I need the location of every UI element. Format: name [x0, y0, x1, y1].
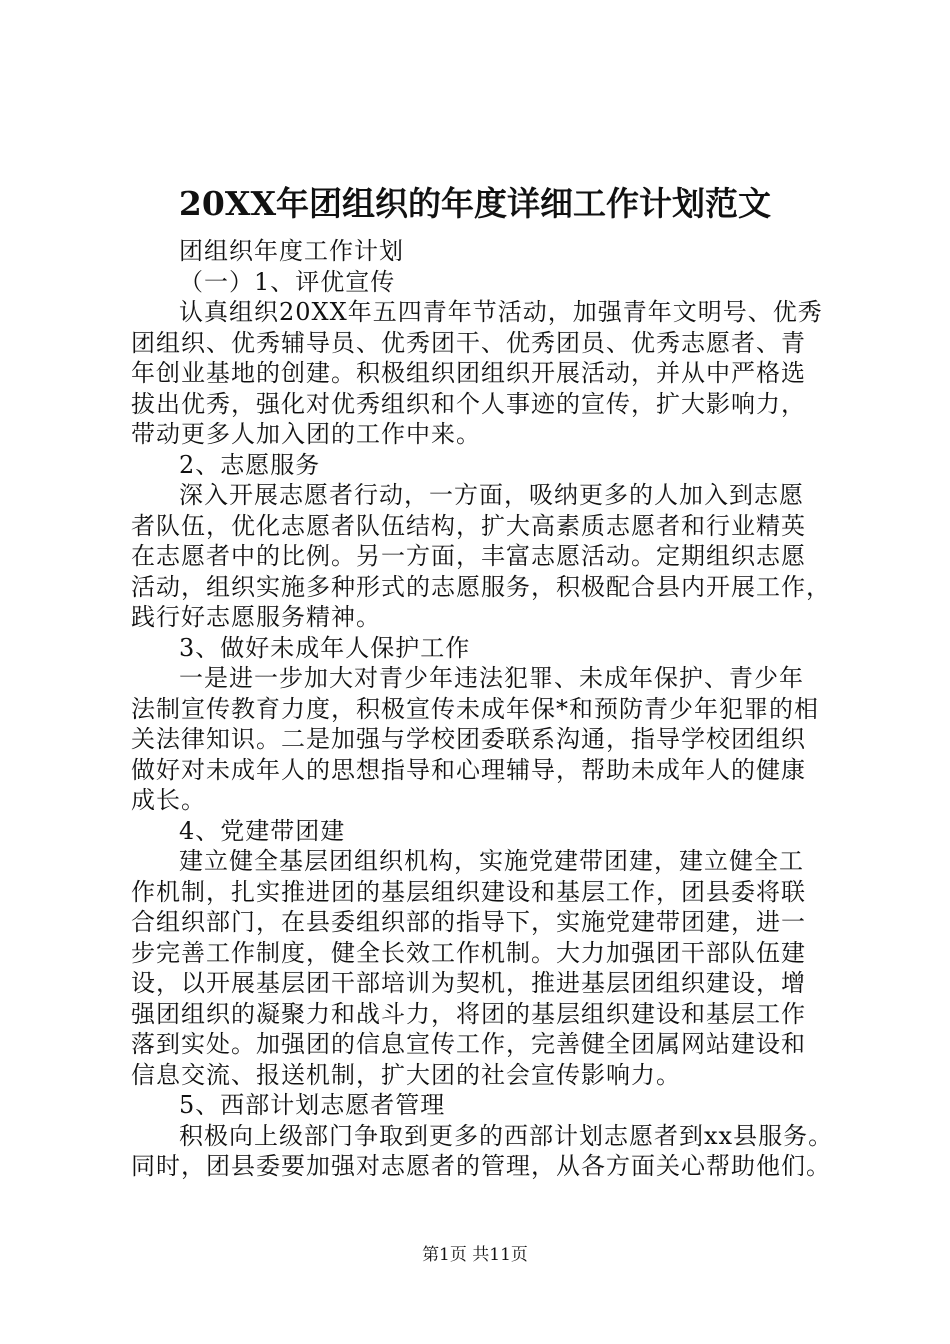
body-line: 认真组织20XX年五四青年节活动，加强青年文明号、优秀: [179, 298, 823, 326]
body-line: 团组织、优秀辅导员、优秀团干、优秀团员、优秀志愿者、青: [131, 328, 806, 357]
body-line: 深入开展志愿者行动，一方面，吸纳更多的人加入到志愿: [179, 481, 804, 509]
body-line: 合组织部门，在县委组织部的指导下，实施党建带团建，进一: [131, 908, 806, 936]
body-line: 积极向上级部门争取到更多的西部计划志愿者到xx县服务。: [179, 1121, 834, 1150]
document-body: [131, 236, 843, 1182]
body-line: 建立健全基层团组织机构，实施党建带团建，建立健全工: [179, 847, 804, 875]
body-line: 者队伍，优化志愿者队伍结构，扩大高素质志愿者和行业精英: [131, 511, 806, 540]
body-line: 5、西部计划志愿者管理: [179, 1091, 446, 1119]
body-line: 同时，团县委要加强对志愿者的管理，从各方面关心帮助他们。: [131, 1152, 831, 1180]
body-line: 年创业基地的创建。积极组织团组织开展活动，并从中严格选: [131, 359, 806, 387]
body-line: 设，以开展基层团干部培训为契机，推进基层团组织建设，增: [131, 969, 806, 997]
body-line: 做好对未成年人的思想指导和心理辅导，帮助未成年人的健康: [131, 755, 806, 784]
body-line: 关法律知识。二是加强与学校团委联系沟通，指导学校团组织: [131, 725, 806, 753]
body-line: 4、党建带团建: [179, 816, 346, 845]
body-line: 2、志愿服务: [179, 450, 321, 479]
body-line: 成长。: [131, 786, 206, 814]
body-line: 在志愿者中的比例。另一方面，丰富志愿活动。定期组织志愿: [131, 542, 806, 570]
body-line: 法制宣传教育力度，积极宣传未成年保*和预防青少年犯罪的相: [131, 694, 819, 723]
body-line: 信息交流、报送机制，扩大团的社会宣传影响力。: [131, 1060, 681, 1089]
body-line: （一）1、评优宣传: [179, 267, 396, 296]
body-line: 活动，组织实施多种形式的志愿服务，积极配合县内开展工作，: [131, 572, 831, 601]
page-footer: 第1页 共11页: [422, 1245, 528, 1265]
body-line: 步完善工作制度，健全长效工作机制。大力加强团干部队伍建: [131, 938, 806, 967]
body-line: 一是进一步加大对青少年违法犯罪、未成年保护、青少年: [179, 664, 804, 692]
body-line: 落到实处。加强团的信息宣传工作，完善健全团属网站建设和: [131, 1030, 806, 1058]
body-line: 3、做好未成年人保护工作: [179, 633, 471, 662]
body-line: 带动更多人加入团的工作中来。: [131, 420, 481, 448]
body-line: 作机制，扎实推进团的基层组织建设和基层工作，团县委将联: [131, 877, 806, 906]
body-line: 践行好志愿服务精神。: [131, 603, 381, 631]
body-line: 团组织年度工作计划: [179, 237, 404, 265]
body-line: 强团组织的凝聚力和战斗力，将团的基层组织建设和基层工作: [131, 999, 806, 1028]
body-line: 拔出优秀，强化对优秀组织和个人事迹的宣传，扩大影响力，: [131, 389, 806, 418]
document-title: 20XX年团组织的年度详细工作计划范文: [178, 184, 772, 223]
